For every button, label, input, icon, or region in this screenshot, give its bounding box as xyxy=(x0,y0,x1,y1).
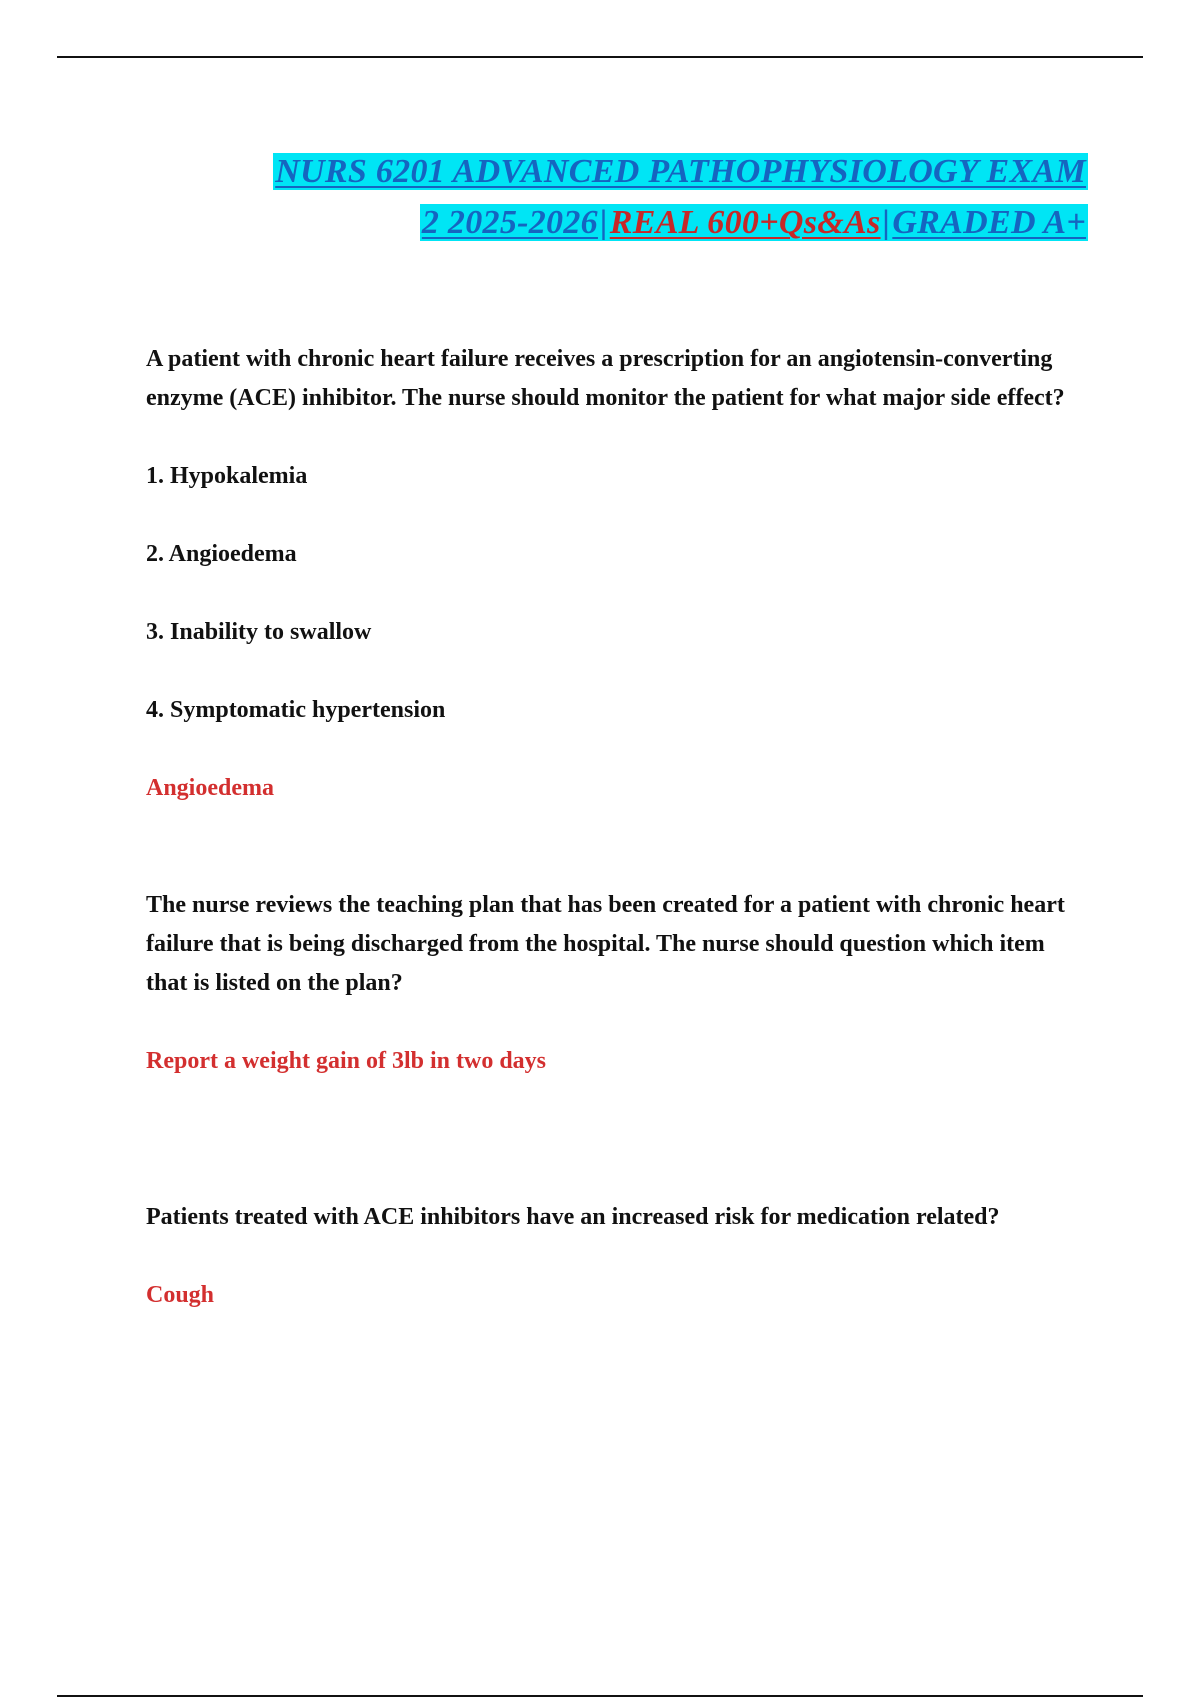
answer-option: 2. Angioedema xyxy=(146,541,297,567)
question-block-3 xyxy=(146,1198,1086,1315)
answer-option: 1. Hypokalemia xyxy=(146,463,308,489)
title-grade: GRADED A+ xyxy=(892,204,1086,241)
question-block-2 xyxy=(146,886,1086,1081)
top-rule xyxy=(57,56,1143,58)
title-line-1: NURS 6201 ADVANCED PATHOPHYSIOLOGY EXAM xyxy=(275,153,1086,190)
answer-option: 3. Inability to swallow xyxy=(146,619,372,645)
bottom-rule xyxy=(57,1695,1143,1697)
title-qa-count: REAL 600+Qs&As xyxy=(609,204,881,241)
correct-answer: Report a weight gain of 3lb in two days xyxy=(146,1048,547,1074)
title-separator: | xyxy=(882,204,891,241)
answer-option: 4. Symptomatic hypertension xyxy=(146,697,446,723)
document-body xyxy=(146,340,1086,1315)
document-title xyxy=(128,146,1088,248)
title-separator: | xyxy=(599,204,608,241)
question-text: A patient with chronic heart failure receives a prescription for an angiotensin-converting enzyme (ACE) inhibitor. The nurse should monitor the patient for what major side effect? xyxy=(146,346,1065,411)
question-text: The nurse reviews the teaching plan that has been created for a patient with chronic heart failure that is being discharged from the hospital. The nurse should question which item that is listed on the plan? xyxy=(146,892,1065,996)
correct-answer: Angioedema xyxy=(146,775,274,801)
question-block-1 xyxy=(146,340,1086,808)
correct-answer: Cough xyxy=(146,1282,215,1308)
title-exam-number: 2 2025-2026 xyxy=(421,204,598,241)
question-text: Patients treated with ACE inhibitors have an increased risk for medication related? xyxy=(146,1204,1000,1230)
